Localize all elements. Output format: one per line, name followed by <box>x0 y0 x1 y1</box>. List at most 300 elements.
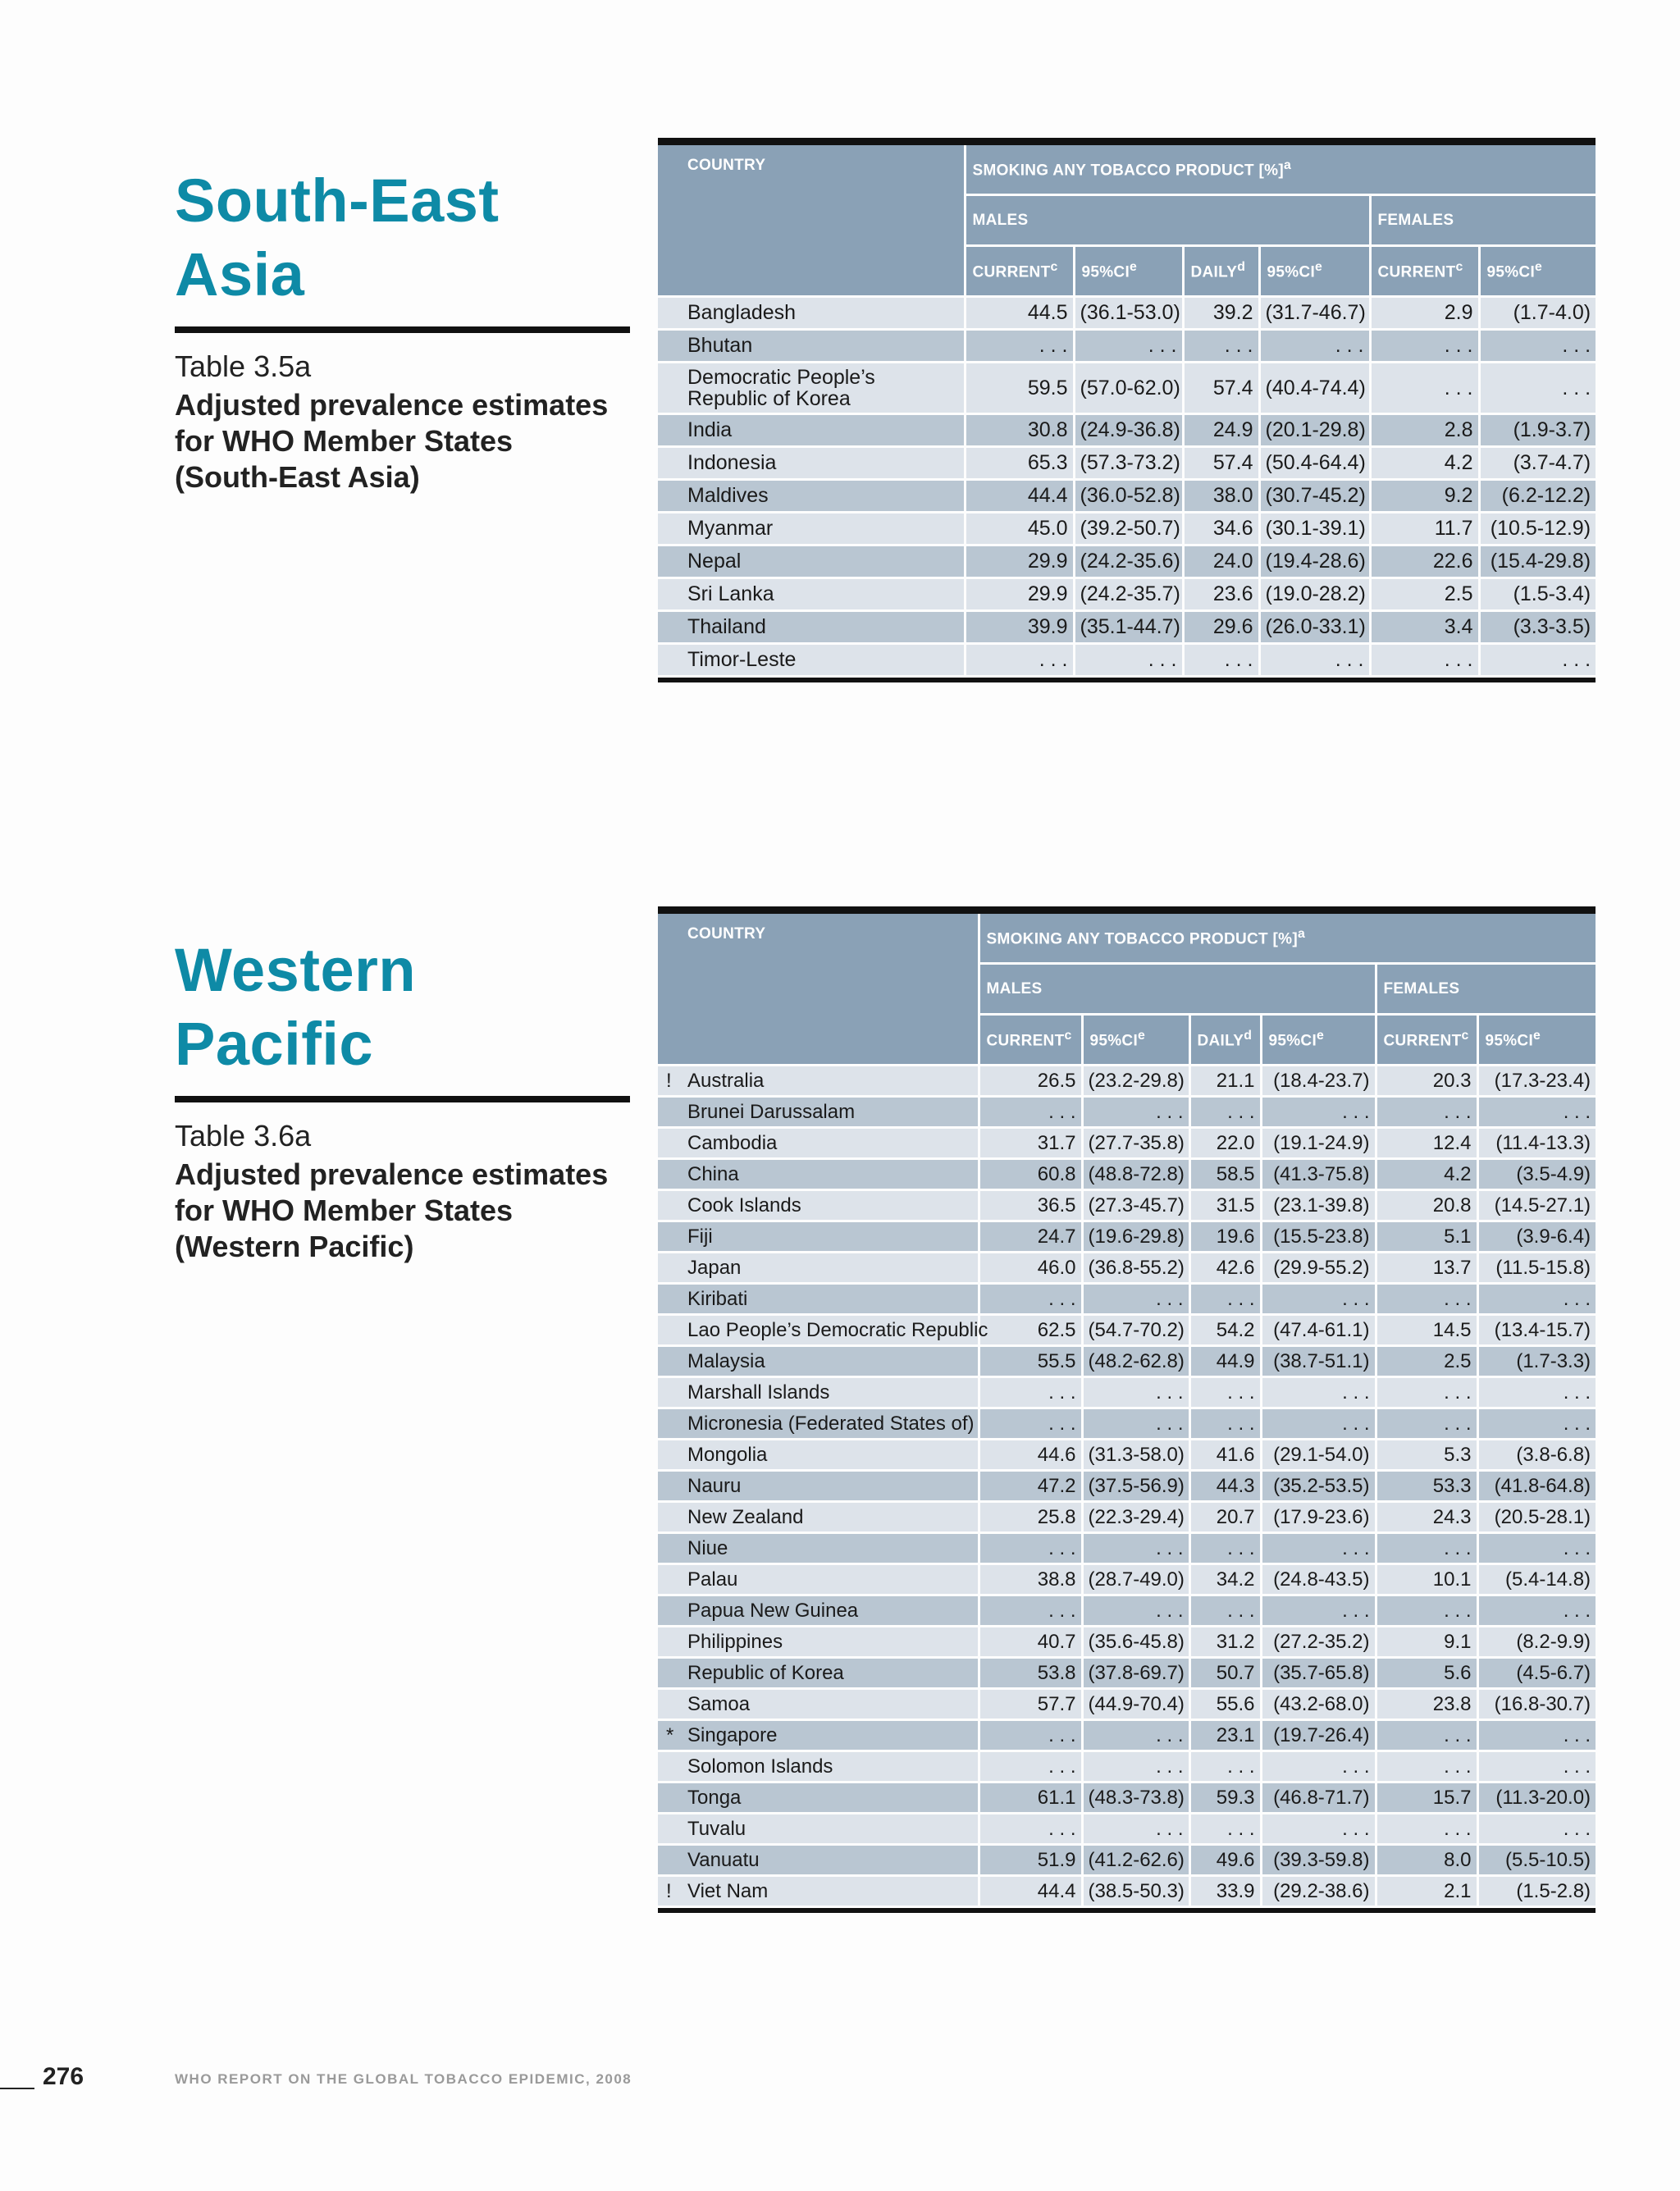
value-cell-m-cur: 44.5 <box>965 297 1074 330</box>
value-cell-m-daily: 33.9 <box>1189 1876 1261 1907</box>
value-cell-m-daily: 19.6 <box>1189 1221 1261 1253</box>
value-cell-m-daily: 58.5 <box>1189 1159 1261 1190</box>
value-cell-f-cur-ci: (11.4-13.3) <box>1477 1128 1596 1159</box>
value-cell-f-cur-ci: (5.5-10.5) <box>1477 1845 1596 1876</box>
sea-table-bottom-rule <box>658 678 1596 682</box>
country-name: Myanmar <box>687 517 774 540</box>
table-row <box>658 1471 1596 1502</box>
value-cell-m-cur-ci: (28.7-49.0) <box>1082 1564 1189 1595</box>
country-name: Democratic People’s Republic of Korea <box>687 366 875 410</box>
wp-prevalence-table <box>658 914 1596 1908</box>
country-name: China <box>687 1162 739 1185</box>
value-cell-m-cur-ci: (31.3-58.0) <box>1082 1440 1189 1471</box>
table-row <box>658 1440 1596 1471</box>
value-cell-f-cur-ci: (8.2-9.9) <box>1477 1627 1596 1658</box>
value-cell-m-cur: . . . <box>979 1814 1082 1845</box>
country-cell <box>658 578 965 611</box>
value-cell-m-cur-ci: (48.8-72.8) <box>1082 1159 1189 1190</box>
sea-title-line2: Asia <box>175 240 305 308</box>
country-cell <box>658 611 965 644</box>
value-cell-m-daily-ci: (38.7-51.1) <box>1261 1346 1376 1377</box>
value-cell-m-cur-ci: (39.2-50.7) <box>1074 513 1183 545</box>
value-cell-m-daily: 38.0 <box>1183 480 1259 513</box>
row-flag: ! <box>666 1879 672 1902</box>
value-cell-f-cur-ci: (20.5-28.1) <box>1477 1502 1596 1533</box>
country-cell <box>658 1284 979 1315</box>
wp-header-males: MALES <box>979 964 1376 1015</box>
value-cell-f-cur-ci: . . . <box>1479 644 1596 677</box>
table-row <box>658 1533 1596 1564</box>
wp-table-top-rule <box>658 906 1596 914</box>
value-cell-m-daily: 31.5 <box>1189 1190 1261 1221</box>
country-name: Solomon Islands <box>687 1755 833 1778</box>
wp-table-title <box>175 1157 630 1265</box>
value-cell-m-daily-ci: . . . <box>1259 644 1370 677</box>
value-cell-f-cur: 9.1 <box>1376 1627 1477 1658</box>
table-row <box>658 1284 1596 1315</box>
value-cell-f-cur: . . . <box>1376 1595 1477 1627</box>
wp-header-country: COUNTRY <box>658 914 979 1066</box>
value-cell-m-daily-ci: . . . <box>1259 330 1370 363</box>
sea-table-title-line2: for WHO Member States <box>175 424 514 458</box>
country-name: Malaysia <box>687 1349 765 1372</box>
country-name: Papua New Guinea <box>687 1599 859 1622</box>
wp-header-male-daily: DAILY$^d$ <box>1189 1015 1261 1066</box>
value-cell-m-cur: 44.6 <box>979 1440 1082 1471</box>
country-name: Bangladesh <box>687 301 797 324</box>
value-cell-m-daily: 44.3 <box>1189 1471 1261 1502</box>
sea-prevalence-table <box>658 145 1596 678</box>
value-cell-f-cur: 14.5 <box>1376 1315 1477 1346</box>
country-name: Mongolia <box>687 1443 768 1466</box>
wp-header-male-current: CURRENT$^c$ <box>979 1015 1082 1066</box>
country-cell <box>658 545 965 578</box>
value-cell-m-cur: 25.8 <box>979 1502 1082 1533</box>
value-cell-m-daily: 49.6 <box>1189 1845 1261 1876</box>
wp-header-female-current: CURRENT$^c$ <box>1376 1015 1477 1066</box>
table-row <box>658 1221 1596 1253</box>
value-cell-m-cur: 24.7 <box>979 1221 1082 1253</box>
value-cell-f-cur: 2.5 <box>1376 1346 1477 1377</box>
country-cell <box>658 1471 979 1502</box>
value-cell-f-cur-ci: (41.8-64.8) <box>1477 1471 1596 1502</box>
value-cell-f-cur: 4.2 <box>1370 447 1479 480</box>
value-cell-m-daily: . . . <box>1189 1408 1261 1440</box>
value-cell-m-cur-ci: (24.2-35.6) <box>1074 545 1183 578</box>
country-name: Japan <box>687 1256 742 1279</box>
table-row <box>658 644 1596 677</box>
value-cell-f-cur-ci: . . . <box>1479 363 1596 414</box>
country-name: Thailand <box>687 615 766 638</box>
value-cell-m-cur: 30.8 <box>965 414 1074 447</box>
wp-table-title-line1: Adjusted prevalence estimates <box>175 1157 609 1191</box>
value-cell-m-cur-ci: . . . <box>1082 1097 1189 1128</box>
value-cell-m-daily-ci: (15.5-23.8) <box>1261 1221 1376 1253</box>
value-cell-m-cur-ci: . . . <box>1082 1595 1189 1627</box>
value-cell-f-cur: 2.1 <box>1376 1876 1477 1907</box>
value-cell-m-daily: . . . <box>1189 1814 1261 1845</box>
value-cell-f-cur-ci: . . . <box>1477 1284 1596 1315</box>
value-cell-m-cur-ci: (57.0-62.0) <box>1074 363 1183 414</box>
value-cell-m-cur: 40.7 <box>979 1627 1082 1658</box>
sea-header-male-daily: DAILY$^d$ <box>1183 246 1259 297</box>
country-cell <box>658 1658 979 1689</box>
value-cell-m-daily-ci: (18.4-23.7) <box>1261 1066 1376 1097</box>
value-cell-m-daily: . . . <box>1189 1533 1261 1564</box>
value-cell-m-cur: 39.9 <box>965 611 1074 644</box>
table-row <box>658 1128 1596 1159</box>
value-cell-f-cur: 5.1 <box>1376 1221 1477 1253</box>
country-name: Sri Lanka <box>687 582 774 605</box>
value-cell-m-cur: 53.8 <box>979 1658 1082 1689</box>
value-cell-f-cur: 5.3 <box>1376 1440 1477 1471</box>
wp-table-wrap <box>658 906 1596 1913</box>
value-cell-m-daily: . . . <box>1189 1097 1261 1128</box>
sea-table-wrap <box>658 138 1596 682</box>
country-cell <box>658 1408 979 1440</box>
wp-region-title: Western Pacific <box>175 936 417 1078</box>
value-cell-f-cur-ci: (11.5-15.8) <box>1477 1253 1596 1284</box>
value-cell-m-daily: 24.0 <box>1183 545 1259 578</box>
sea-table-number: Table 3.5a <box>175 349 312 383</box>
value-cell-m-daily: . . . <box>1189 1751 1261 1782</box>
country-name: Timor-Leste <box>687 648 797 671</box>
table-row <box>658 1253 1596 1284</box>
sea-header-male-daily-ci: 95%CIe <box>1259 246 1370 297</box>
value-cell-f-cur: 2.9 <box>1370 297 1479 330</box>
country-name: Cook Islands <box>687 1194 801 1216</box>
value-cell-m-daily: 41.6 <box>1189 1440 1261 1471</box>
value-cell-f-cur-ci: (5.4-14.8) <box>1477 1564 1596 1595</box>
country-name: Singapore <box>687 1723 778 1746</box>
value-cell-f-cur: 8.0 <box>1376 1845 1477 1876</box>
table-row <box>658 578 1596 611</box>
value-cell-f-cur: 9.2 <box>1370 480 1479 513</box>
value-cell-f-cur: 2.8 <box>1370 414 1479 447</box>
value-cell-m-cur-ci: (24.9-36.8) <box>1074 414 1183 447</box>
value-cell-f-cur: . . . <box>1376 1408 1477 1440</box>
value-cell-f-cur-ci: (6.2-12.2) <box>1479 480 1596 513</box>
country-name: Philippines <box>687 1630 783 1653</box>
value-cell-m-cur: 26.5 <box>979 1066 1082 1097</box>
country-cell <box>658 1627 979 1658</box>
value-cell-m-cur-ci: (24.2-35.7) <box>1074 578 1183 611</box>
value-cell-m-cur-ci: (22.3-29.4) <box>1082 1502 1189 1533</box>
sea-header-males: MALES <box>965 195 1370 246</box>
value-cell-f-cur-ci: (14.5-27.1) <box>1477 1190 1596 1221</box>
sea-header-female-current-ci: 95%CIe <box>1479 246 1596 297</box>
value-cell-f-cur: 22.6 <box>1370 545 1479 578</box>
value-cell-f-cur: 10.1 <box>1376 1564 1477 1595</box>
value-cell-m-daily-ci: (19.4-28.6) <box>1259 545 1370 578</box>
country-cell <box>658 1876 979 1907</box>
value-cell-f-cur: . . . <box>1376 1533 1477 1564</box>
value-cell-m-cur: . . . <box>979 1720 1082 1751</box>
value-cell-m-daily-ci: (46.8-71.7) <box>1261 1782 1376 1814</box>
value-cell-m-cur: 47.2 <box>979 1471 1082 1502</box>
value-cell-m-cur-ci: . . . <box>1074 330 1183 363</box>
value-cell-m-daily: 57.4 <box>1183 447 1259 480</box>
country-cell <box>658 644 965 677</box>
value-cell-m-cur: 31.7 <box>979 1128 1082 1159</box>
value-cell-f-cur-ci: . . . <box>1477 1720 1596 1751</box>
country-cell <box>658 1221 979 1253</box>
sea-header-female-current: CURRENT$^c$ <box>1370 246 1479 297</box>
value-cell-f-cur-ci: (1.5-2.8) <box>1477 1876 1596 1907</box>
value-cell-m-cur-ci: (38.5-50.3) <box>1082 1876 1189 1907</box>
value-cell-m-cur: 57.7 <box>979 1689 1082 1720</box>
value-cell-f-cur: . . . <box>1376 1814 1477 1845</box>
country-cell <box>658 1782 979 1814</box>
value-cell-m-cur-ci: (27.7-35.8) <box>1082 1128 1189 1159</box>
value-cell-f-cur: . . . <box>1376 1751 1477 1782</box>
value-cell-f-cur: 23.8 <box>1376 1689 1477 1720</box>
table-row <box>658 297 1596 330</box>
country-cell <box>658 1190 979 1221</box>
sea-header-females: FEMALES <box>1370 195 1596 246</box>
value-cell-m-cur: 51.9 <box>979 1845 1082 1876</box>
country-name: Tonga <box>687 1786 742 1809</box>
table-row <box>658 363 1596 414</box>
value-cell-m-cur-ci: . . . <box>1082 1284 1189 1315</box>
value-cell-m-cur: 45.0 <box>965 513 1074 545</box>
value-cell-m-cur-ci: . . . <box>1082 1533 1189 1564</box>
table-row <box>658 330 1596 363</box>
country-name: Republic of Korea <box>687 1661 844 1684</box>
value-cell-m-daily: 44.9 <box>1189 1346 1261 1377</box>
value-cell-f-cur: . . . <box>1376 1377 1477 1408</box>
value-cell-f-cur: . . . <box>1370 363 1479 414</box>
value-cell-m-cur-ci: (48.2-62.8) <box>1082 1346 1189 1377</box>
value-cell-f-cur: 13.7 <box>1376 1253 1477 1284</box>
country-cell <box>658 1689 979 1720</box>
row-flag: * <box>666 1723 674 1746</box>
sea-table-title <box>175 387 630 495</box>
value-cell-f-cur: . . . <box>1376 1720 1477 1751</box>
value-cell-m-cur-ci: . . . <box>1082 1720 1189 1751</box>
value-cell-m-cur: 29.9 <box>965 545 1074 578</box>
value-cell-f-cur: . . . <box>1376 1284 1477 1315</box>
value-cell-f-cur: 12.4 <box>1376 1128 1477 1159</box>
value-cell-m-daily: 42.6 <box>1189 1253 1261 1284</box>
value-cell-m-daily: 54.2 <box>1189 1315 1261 1346</box>
country-name: Vanuatu <box>687 1848 760 1871</box>
wp-header-male-daily-ci: 95%CIe <box>1261 1015 1376 1066</box>
value-cell-m-cur-ci: (19.6-29.8) <box>1082 1221 1189 1253</box>
value-cell-f-cur: . . . <box>1376 1097 1477 1128</box>
country-cell <box>658 1346 979 1377</box>
sea-table-top-rule <box>658 138 1596 145</box>
wp-heading-block <box>175 933 630 1265</box>
table-row <box>658 611 1596 644</box>
value-cell-m-daily: 22.0 <box>1189 1128 1261 1159</box>
value-cell-m-cur: 44.4 <box>979 1876 1082 1907</box>
table-row <box>658 1502 1596 1533</box>
sea-heading-block <box>175 164 630 495</box>
wp-header-females: FEMALES <box>1376 964 1596 1015</box>
country-cell <box>658 363 965 414</box>
sea-header-country: COUNTRY <box>658 145 965 297</box>
country-cell <box>658 1066 979 1097</box>
value-cell-m-daily: 29.6 <box>1183 611 1259 644</box>
value-cell-m-daily: . . . <box>1183 644 1259 677</box>
value-cell-m-cur-ci: (48.3-73.8) <box>1082 1782 1189 1814</box>
country-name: Bhutan <box>687 334 753 357</box>
table-row <box>658 1190 1596 1221</box>
table-row <box>658 1876 1596 1907</box>
value-cell-m-cur: 55.5 <box>979 1346 1082 1377</box>
table-row <box>658 513 1596 545</box>
country-cell <box>658 1845 979 1876</box>
table-row <box>658 1814 1596 1845</box>
value-cell-f-cur-ci: (17.3-23.4) <box>1477 1066 1596 1097</box>
sea-title-line1: South-East <box>175 167 500 235</box>
country-name: Samoa <box>687 1692 751 1715</box>
value-cell-f-cur-ci: (3.3-3.5) <box>1479 611 1596 644</box>
value-cell-m-daily-ci: (29.1-54.0) <box>1261 1440 1376 1471</box>
value-cell-m-cur-ci: . . . <box>1082 1377 1189 1408</box>
value-cell-m-cur: 62.5 <box>979 1315 1082 1346</box>
value-cell-m-cur-ci: . . . <box>1082 1408 1189 1440</box>
table-row <box>658 1159 1596 1190</box>
value-cell-m-cur: . . . <box>979 1533 1082 1564</box>
value-cell-m-cur: . . . <box>965 644 1074 677</box>
value-cell-m-cur: . . . <box>979 1377 1082 1408</box>
value-cell-m-daily-ci: . . . <box>1261 1814 1376 1845</box>
value-cell-m-cur-ci: (23.2-29.8) <box>1082 1066 1189 1097</box>
table-row <box>658 447 1596 480</box>
wp-table-title-line3: (Western Pacific) <box>175 1230 414 1263</box>
value-cell-m-cur-ci: (37.5-56.9) <box>1082 1471 1189 1502</box>
value-cell-m-daily: . . . <box>1189 1377 1261 1408</box>
table-row <box>658 1097 1596 1128</box>
country-name: New Zealand <box>687 1505 804 1528</box>
value-cell-m-cur: 46.0 <box>979 1253 1082 1284</box>
value-cell-f-cur-ci: (1.5-3.4) <box>1479 578 1596 611</box>
value-cell-m-daily: 23.6 <box>1183 578 1259 611</box>
value-cell-m-cur-ci: (57.3-73.2) <box>1074 447 1183 480</box>
value-cell-m-daily-ci: (19.1-24.9) <box>1261 1128 1376 1159</box>
value-cell-m-daily: 21.1 <box>1189 1066 1261 1097</box>
value-cell-f-cur: 5.6 <box>1376 1658 1477 1689</box>
value-cell-f-cur-ci: (15.4-29.8) <box>1479 545 1596 578</box>
value-cell-m-cur: . . . <box>979 1284 1082 1315</box>
table-row <box>658 1408 1596 1440</box>
value-cell-f-cur-ci: . . . <box>1479 330 1596 363</box>
value-cell-f-cur-ci: (10.5-12.9) <box>1479 513 1596 545</box>
value-cell-f-cur-ci: (3.9-6.4) <box>1477 1221 1596 1253</box>
value-cell-m-daily: 31.2 <box>1189 1627 1261 1658</box>
table-row <box>658 1627 1596 1658</box>
table-row <box>658 1720 1596 1751</box>
country-name: Lao People’s Democratic Republic <box>687 1318 988 1341</box>
value-cell-m-cur-ci: (35.6-45.8) <box>1082 1627 1189 1658</box>
value-cell-m-daily: 57.4 <box>1183 363 1259 414</box>
country-name: Maldives <box>687 484 769 507</box>
value-cell-f-cur: 4.2 <box>1376 1159 1477 1190</box>
value-cell-f-cur-ci: . . . <box>1477 1533 1596 1564</box>
country-name: India <box>687 418 733 441</box>
country-name: Indonesia <box>687 451 777 474</box>
value-cell-f-cur-ci: (3.8-6.8) <box>1477 1440 1596 1471</box>
value-cell-f-cur-ci: (1.9-3.7) <box>1479 414 1596 447</box>
value-cell-m-cur-ci: . . . <box>1074 644 1183 677</box>
sea-table-body <box>658 297 1596 677</box>
country-name: Australia <box>687 1069 765 1092</box>
sea-divider <box>175 326 630 333</box>
table-row <box>658 414 1596 447</box>
value-cell-f-cur: 24.3 <box>1376 1502 1477 1533</box>
country-cell <box>658 297 965 330</box>
value-cell-m-daily-ci: . . . <box>1261 1751 1376 1782</box>
value-cell-m-daily: . . . <box>1183 330 1259 363</box>
value-cell-m-cur: 60.8 <box>979 1159 1082 1190</box>
country-name: Cambodia <box>687 1131 778 1154</box>
country-cell <box>658 513 965 545</box>
value-cell-m-daily: 20.7 <box>1189 1502 1261 1533</box>
country-cell <box>658 1315 988 1346</box>
country-cell <box>658 1595 979 1627</box>
wp-header-male-current-ci: 95%CIe <box>1082 1015 1189 1066</box>
value-cell-f-cur: 53.3 <box>1376 1471 1477 1502</box>
value-cell-m-daily-ci: . . . <box>1261 1097 1376 1128</box>
value-cell-m-daily-ci: (39.3-59.8) <box>1261 1845 1376 1876</box>
value-cell-f-cur: 11.7 <box>1370 513 1479 545</box>
value-cell-m-cur: 65.3 <box>965 447 1074 480</box>
value-cell-m-daily-ci: . . . <box>1261 1284 1376 1315</box>
wp-table-body <box>658 1066 1596 1907</box>
wp-header-smoking: SMOKING ANY TOBACCO PRODUCT [%]$^a$ <box>979 914 1596 964</box>
value-cell-f-cur: . . . <box>1370 330 1479 363</box>
page-footer <box>0 2063 1680 2096</box>
value-cell-m-daily-ci: . . . <box>1261 1595 1376 1627</box>
table-row <box>658 1315 1596 1346</box>
value-cell-f-cur-ci: . . . <box>1477 1097 1596 1128</box>
value-cell-f-cur-ci: (13.4-15.7) <box>1477 1315 1596 1346</box>
value-cell-m-cur: . . . <box>965 330 1074 363</box>
value-cell-m-daily: . . . <box>1189 1284 1261 1315</box>
country-cell <box>658 480 965 513</box>
value-cell-m-daily: 24.9 <box>1183 414 1259 447</box>
value-cell-f-cur-ci: . . . <box>1477 1814 1596 1845</box>
country-name: Fiji <box>687 1225 713 1248</box>
value-cell-m-daily: 50.7 <box>1189 1658 1261 1689</box>
wp-table-number: Table 3.6a <box>175 1119 312 1153</box>
value-cell-f-cur: 20.3 <box>1376 1066 1477 1097</box>
country-name: Marshall Islands <box>687 1381 830 1404</box>
table-row <box>658 1658 1596 1689</box>
country-name: Kiribati <box>687 1287 748 1310</box>
country-name: Nauru <box>687 1474 742 1497</box>
value-cell-m-daily-ci: (30.7-45.2) <box>1259 480 1370 513</box>
value-cell-f-cur: 2.5 <box>1370 578 1479 611</box>
table-row <box>658 1066 1596 1097</box>
value-cell-m-daily: . . . <box>1189 1595 1261 1627</box>
table-row <box>658 1845 1596 1876</box>
country-cell <box>658 447 965 480</box>
value-cell-f-cur-ci: (16.8-30.7) <box>1477 1689 1596 1720</box>
table-row <box>658 1346 1596 1377</box>
value-cell-m-cur-ci: . . . <box>1082 1751 1189 1782</box>
value-cell-m-daily-ci: (40.4-74.4) <box>1259 363 1370 414</box>
value-cell-m-cur-ci: . . . <box>1082 1814 1189 1845</box>
table-row <box>658 1377 1596 1408</box>
value-cell-m-cur: . . . <box>979 1097 1082 1128</box>
value-cell-m-daily: 34.6 <box>1183 513 1259 545</box>
country-cell <box>658 1720 979 1751</box>
value-cell-m-daily-ci: (17.9-23.6) <box>1261 1502 1376 1533</box>
country-name: Nepal <box>687 550 742 573</box>
